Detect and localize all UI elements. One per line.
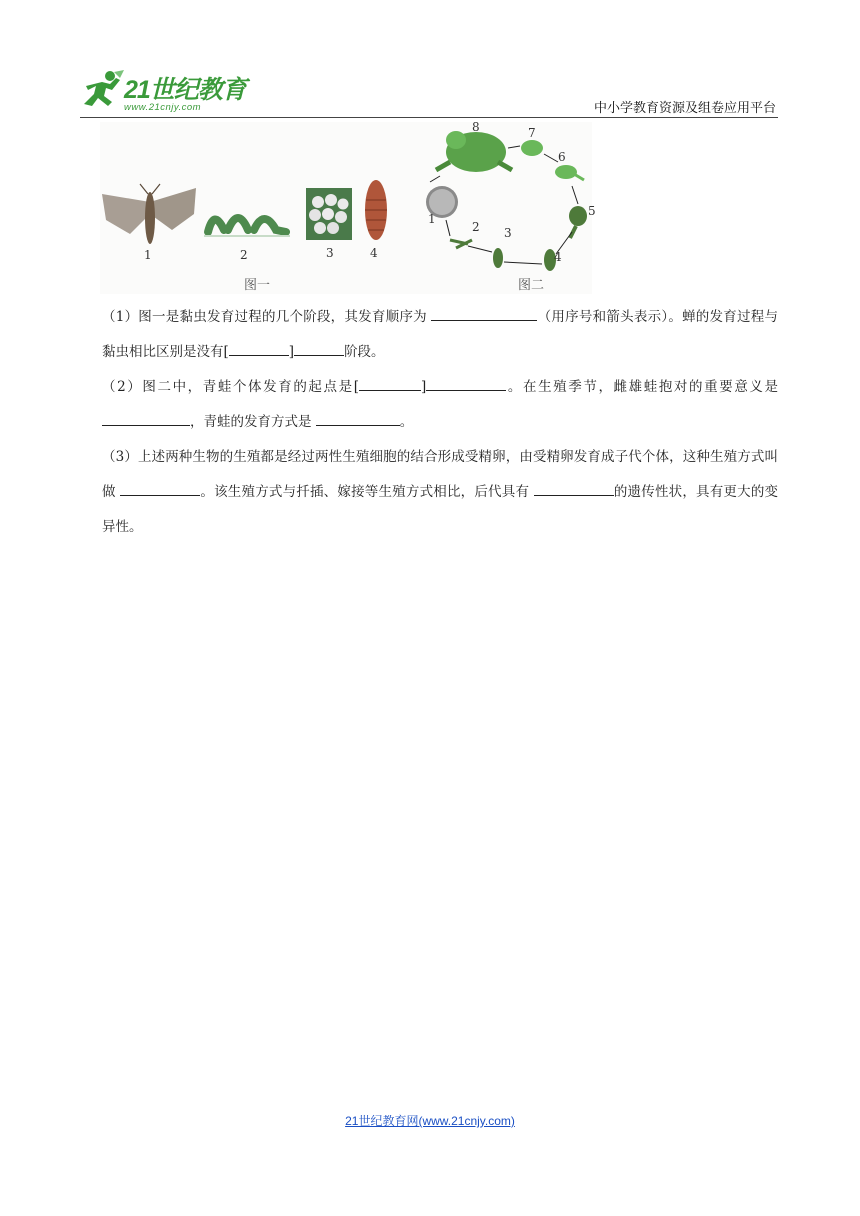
fig1-label: 1	[144, 248, 152, 262]
site-logo	[80, 68, 250, 118]
question-text: 阶段。	[344, 344, 385, 360]
question-content	[102, 300, 778, 545]
moth-image	[102, 184, 196, 244]
question-text: （2）图二中，青蛙个体发育的起点是[	[102, 379, 359, 395]
question-text: 。在生殖季节，雌雄蛙抱对的重要意义是	[506, 379, 779, 395]
fig2-caption: 图二	[518, 278, 545, 293]
fig1-caption: 图一	[244, 278, 271, 293]
question-3	[102, 440, 778, 545]
question-1	[102, 300, 778, 370]
fig1-label: 2	[240, 248, 248, 262]
fig2-label: 1	[428, 212, 436, 226]
fig2-label: 2	[472, 220, 480, 234]
logo-text: 21世纪教育	[124, 76, 246, 104]
fig2-label: 8	[472, 120, 480, 134]
question-text: ，青蛙的发育方式是	[190, 414, 312, 430]
fig2-label: 7	[528, 126, 536, 140]
life-cycle-illustration	[100, 122, 592, 294]
answer-blank[interactable]	[534, 481, 614, 496]
question-text: ]	[421, 379, 427, 395]
question-text: 。该生殖方式与扦插、嫁接等生殖方式相比，后代具有	[200, 484, 530, 500]
footer-link[interactable]: 21世纪教育网(www.21cnjy.com)	[345, 1114, 515, 1128]
larva-image	[208, 218, 286, 232]
question-text: （用序号和箭头表示）。蝉的发育过程与黏虫相比区别是没有[	[102, 309, 779, 360]
answer-blank[interactable]	[102, 411, 190, 426]
header-divider	[80, 117, 778, 118]
question-2	[102, 370, 778, 440]
eggs-image	[306, 188, 352, 240]
fig2-label: 5	[588, 204, 596, 218]
fig2-label: 6	[558, 150, 566, 164]
question-text: ]	[288, 344, 295, 360]
answer-blank[interactable]	[359, 376, 421, 391]
question-text: 的遗传性状，具有更大的变异性。	[102, 484, 779, 535]
answer-blank[interactable]	[316, 411, 400, 426]
answer-blank[interactable]	[294, 341, 344, 356]
answer-blank[interactable]	[229, 341, 289, 356]
fig1-label: 4	[370, 246, 378, 260]
figure-image	[100, 120, 596, 294]
pupa-image	[365, 180, 387, 240]
runner-logo-icon	[80, 68, 124, 114]
fig2-label: 3	[504, 226, 512, 240]
answer-blank[interactable]	[431, 306, 537, 321]
logo-url: www.21cnjy.com	[124, 102, 202, 113]
question-text: （1）图一是黏虫发育过程的几个阶段，其发育顺序为	[102, 309, 427, 325]
fig1-label: 3	[326, 246, 334, 260]
answer-blank[interactable]	[120, 481, 200, 496]
question-text: 。	[399, 414, 414, 430]
platform-title: 中小学教育资源及组卷应用平台	[593, 101, 776, 116]
question-text: （3）上述两种生物的生殖都是经过两性生殖细胞的结合形成受精卵，由受精卵发育成子代个体，这种生殖方式叫做	[102, 449, 778, 500]
fig2-label: 4	[554, 250, 562, 264]
answer-blank[interactable]	[426, 376, 506, 391]
